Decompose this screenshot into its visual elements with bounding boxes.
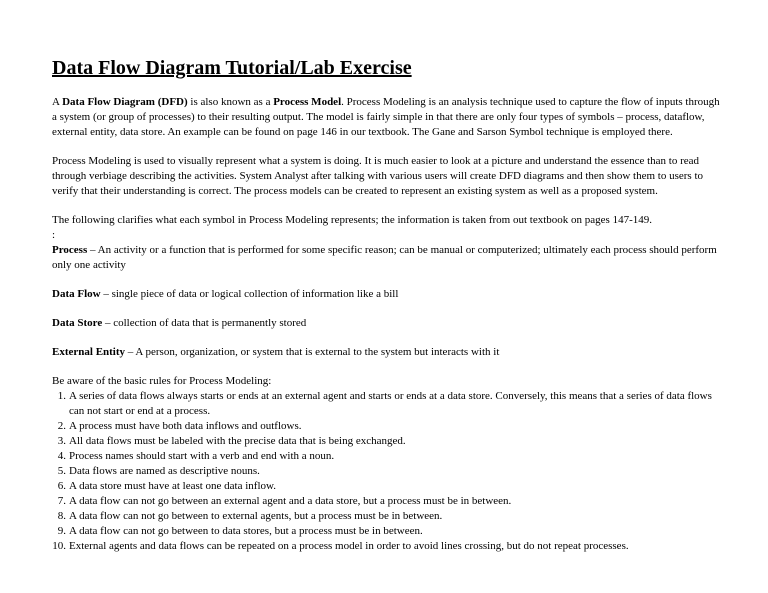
definition-process [52, 243, 724, 273]
rule-item [52, 419, 724, 434]
rule-number: 2. [57, 420, 66, 432]
rule-text: A data store must have at least one data inflow. [69, 480, 277, 492]
rule-number: 8. [57, 510, 66, 522]
rules-list [52, 389, 724, 554]
rule-number: 1. [57, 390, 66, 402]
rule-text: A data flow can not go between to external agents, but a process must be in between. [69, 510, 443, 522]
rule-number: 6. [57, 480, 66, 492]
rule-text: A series of data flows always starts or ends at an external agent and starts or ends at a data store. Conversely, this means that a series of data flows can not start or end at a process. [69, 390, 712, 417]
rule-text: A data flow can not go between an external agent and a data store, but a process must be in between. [69, 495, 512, 507]
definition-data-flow [52, 287, 724, 302]
intro-term-dfd: Data Flow Diagram (DFD) [62, 96, 188, 108]
page-title: Data Flow Diagram Tutorial/Lab Exercise [52, 57, 412, 79]
rule-text: Process names should start with a verb and end with a noun. [69, 450, 335, 462]
symbols-intro-paragraph: The following clarifies what each symbol in Process Modeling represents; the information is taken from out textbook on pages 147-149. [52, 214, 652, 226]
rule-item [52, 539, 724, 554]
rule-number: 3. [57, 435, 66, 447]
rule-item [52, 389, 724, 419]
rule-item [52, 449, 724, 464]
rule-item [52, 479, 724, 494]
rule-text: External agents and data flows can be repeated on a process model in order to avoid lines crossing, but do not repeat processes. [69, 540, 629, 552]
rule-text: Data flows are named as descriptive nouns. [69, 465, 260, 477]
definition-text: – collection of data that is permanently stored [102, 317, 307, 329]
intro-text-2: is also known as a [187, 96, 274, 108]
rule-number: 9. [57, 525, 66, 537]
rule-item [52, 494, 724, 509]
stray-colon: : [52, 229, 56, 241]
purpose-paragraph: Process Modeling is used to visually represent what a system is doing. It is much easier to look at a picture and understand the essence than to read through verbiage describing the activities. System Analyst after talking with various users will create DFD diagrams and then show them to users to verify that their understanding is correct. The process models can be created to represent an existing system as well as a proposed system. [52, 155, 703, 197]
definition-text: – single piece of data or logical collection of information like a bill [100, 288, 399, 300]
definition-text: – An activity or a function that is performed for some specific reason; can be manual or computerized; ultimately each process should perform only one activity [52, 244, 717, 271]
intro-paragraph [52, 95, 724, 140]
intro-term-process-model: Process Model [273, 96, 342, 108]
rule-item [52, 434, 724, 449]
rule-item [52, 524, 724, 539]
intro-text-3: . Process Modeling is an analysis technique used to capture the flow of inputs through a system (or group of processes) to their resulting output. The model is fairly simple in that there are only four types of symbols – process, dataflow, external entity, data store. An example can be found on page 146 in our textbook. The Gane and Sarson Symbol technique is employed there. [52, 96, 720, 138]
definition-data-store [52, 316, 724, 331]
rule-number: 5. [57, 465, 66, 477]
rules-intro: Be aware of the basic rules for Process Modeling: [52, 375, 272, 387]
definition-term: Process [52, 244, 88, 256]
rule-item [52, 464, 724, 479]
definition-term: Data Store [52, 317, 103, 329]
rule-number: 4. [57, 450, 66, 462]
definition-external-entity [52, 345, 724, 360]
rule-number: 10. [52, 540, 66, 552]
definition-text: – A person, organization, or system that is external to the system but interacts with it [125, 346, 500, 358]
rule-text: All data flows must be labeled with the precise data that is being exchanged. [69, 435, 406, 447]
rule-number: 7. [57, 495, 66, 507]
rule-text: A data flow can not go between to data stores, but a process must be in between. [69, 525, 423, 537]
document-page [52, 56, 724, 554]
intro-text-1: A [52, 96, 63, 108]
rule-text: A process must have both data inflows and outflows. [69, 420, 302, 432]
rule-item [52, 509, 724, 524]
definition-term: Data Flow [52, 288, 101, 300]
definition-term: External Entity [52, 346, 126, 358]
